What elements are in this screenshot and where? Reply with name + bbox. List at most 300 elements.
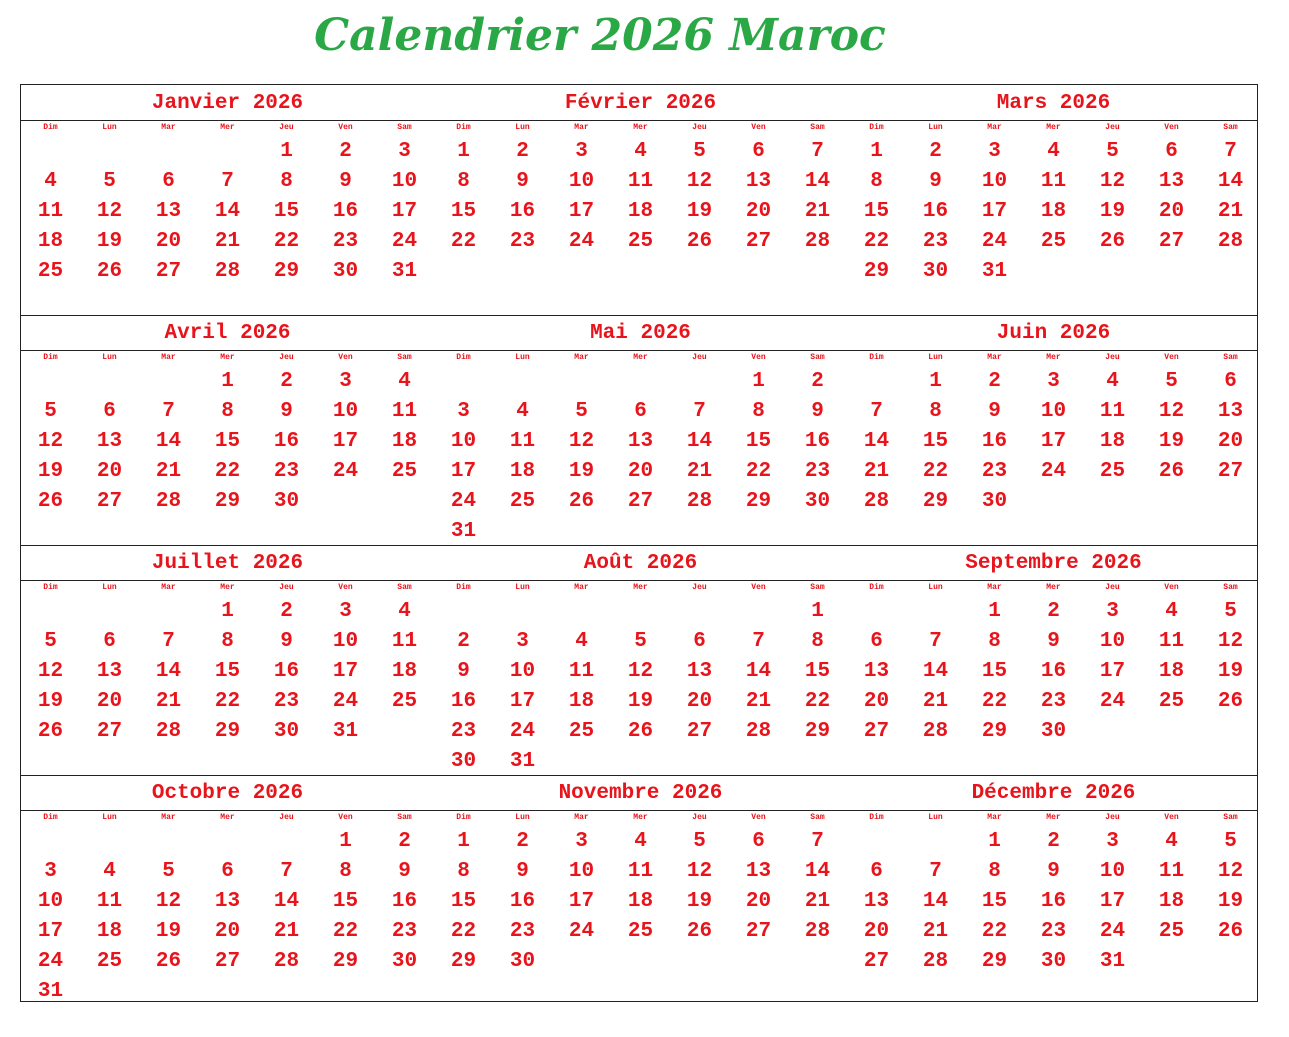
month-title: Septembre 2026 (965, 552, 1142, 575)
day-cell: 25 (1040, 230, 1067, 253)
day-cell: 5 (1224, 600, 1237, 623)
row-divider (21, 315, 1257, 316)
day-cell: 6 (752, 140, 765, 163)
day-cell: 30 (981, 490, 1008, 513)
day-cell: 3 (457, 400, 470, 423)
day-cell: 18 (1099, 430, 1126, 453)
day-cell: 22 (922, 460, 949, 483)
weekday-header (434, 122, 847, 134)
day-cell: 8 (752, 400, 765, 423)
day-cell: 15 (745, 430, 772, 453)
day-cell: 12 (627, 660, 654, 683)
day-cell: 28 (745, 720, 772, 743)
day-cell: 16 (273, 660, 300, 683)
weekday-label: Sam (1223, 583, 1238, 592)
day-cell: 5 (1165, 370, 1178, 393)
day-cell: 20 (214, 920, 241, 943)
day-cell: 13 (863, 660, 890, 683)
day-cell: 18 (96, 920, 123, 943)
weekday-label: Jeu (1105, 353, 1120, 362)
day-cell: 17 (981, 200, 1008, 223)
day-cell: 19 (37, 460, 64, 483)
day-cell: 8 (929, 400, 942, 423)
weekday-label: Jeu (279, 353, 294, 362)
day-cell: 30 (391, 950, 418, 973)
weekday-label: Mer (633, 813, 648, 822)
day-cell: 3 (398, 140, 411, 163)
day-cell: 7 (693, 400, 706, 423)
day-cell: 31 (37, 980, 64, 1003)
weekday-label: Mar (574, 123, 589, 132)
day-cell: 19 (1217, 660, 1244, 683)
day-cell: 16 (332, 200, 359, 223)
weekday-label: Mer (1046, 353, 1061, 362)
row-divider (21, 545, 1257, 546)
day-cell: 21 (155, 690, 182, 713)
month-title: Novembre 2026 (558, 782, 723, 805)
weekday-label: Sam (810, 813, 825, 822)
day-cell: 17 (450, 460, 477, 483)
day-cell: 21 (804, 200, 831, 223)
day-cell: 28 (155, 490, 182, 513)
day-cell: 21 (863, 460, 890, 483)
day-cell: 28 (214, 260, 241, 283)
weekday-label: Dim (456, 583, 471, 592)
day-cell: 13 (1158, 170, 1185, 193)
days-grid (847, 827, 1260, 1007)
day-cell: 20 (96, 460, 123, 483)
day-cell: 17 (37, 920, 64, 943)
day-cell: 1 (870, 140, 883, 163)
weekday-label: Dim (869, 123, 884, 132)
day-cell: 29 (804, 720, 831, 743)
weekday-label: Mer (220, 353, 235, 362)
day-cell: 27 (627, 490, 654, 513)
month-title: Août 2026 (583, 552, 698, 575)
day-cell: 16 (509, 200, 536, 223)
day-cell: 26 (1217, 690, 1244, 713)
day-cell: 9 (280, 630, 293, 653)
weekday-label: Mar (574, 353, 589, 362)
day-cell: 28 (273, 950, 300, 973)
day-cell: 19 (686, 200, 713, 223)
days-grid (21, 367, 434, 547)
weekday-label: Dim (43, 353, 58, 362)
day-cell: 5 (44, 630, 57, 653)
day-cell: 19 (1217, 890, 1244, 913)
weekday-label: Lun (515, 813, 530, 822)
day-cell: 8 (280, 170, 293, 193)
day-cell: 27 (1158, 230, 1185, 253)
weekday-label: Ven (338, 353, 353, 362)
day-cell: 15 (981, 660, 1008, 683)
row-divider (21, 775, 1257, 776)
weekday-header (21, 122, 434, 134)
weekday-label: Mar (574, 813, 589, 822)
day-cell: 20 (1158, 200, 1185, 223)
day-cell: 12 (96, 200, 123, 223)
day-cell: 27 (96, 720, 123, 743)
day-cell: 26 (627, 720, 654, 743)
day-cell: 9 (811, 400, 824, 423)
weekday-label: Dim (869, 583, 884, 592)
day-cell: 10 (1099, 860, 1126, 883)
day-cell: 14 (863, 430, 890, 453)
day-cell: 23 (332, 230, 359, 253)
day-cell: 9 (929, 170, 942, 193)
day-cell: 16 (1040, 660, 1067, 683)
day-cell: 2 (1047, 600, 1060, 623)
day-cell: 14 (922, 660, 949, 683)
day-cell: 29 (273, 260, 300, 283)
weekday-label: Mer (633, 353, 648, 362)
weekday-header (21, 812, 434, 824)
day-cell: 18 (1158, 890, 1185, 913)
day-cell: 20 (745, 890, 772, 913)
month-title: Avril 2026 (164, 322, 291, 345)
day-cell: 14 (155, 660, 182, 683)
weekday-label: Jeu (279, 813, 294, 822)
day-cell: 31 (509, 750, 536, 773)
day-cell: 4 (1047, 140, 1060, 163)
day-cell: 12 (1217, 860, 1244, 883)
day-cell: 3 (1106, 600, 1119, 623)
day-cell: 30 (509, 950, 536, 973)
day-cell: 22 (450, 920, 477, 943)
day-cell: 4 (44, 170, 57, 193)
day-cell: 21 (686, 460, 713, 483)
day-cell: 3 (339, 370, 352, 393)
day-cell: 11 (37, 200, 64, 223)
weekday-label: Ven (1164, 123, 1179, 132)
day-cell: 29 (863, 260, 890, 283)
day-cell: 9 (516, 170, 529, 193)
day-cell: 2 (280, 600, 293, 623)
day-cell: 1 (752, 370, 765, 393)
day-cell: 3 (988, 140, 1001, 163)
weekday-label: Ven (338, 583, 353, 592)
weekday-label: Mer (633, 583, 648, 592)
weekday-label: Lun (102, 353, 117, 362)
day-cell: 23 (804, 460, 831, 483)
day-cell: 31 (1099, 950, 1126, 973)
day-cell: 3 (339, 600, 352, 623)
day-cell: 7 (811, 830, 824, 853)
day-cell: 19 (627, 690, 654, 713)
day-cell: 8 (811, 630, 824, 653)
day-cell: 6 (693, 630, 706, 653)
day-cell: 23 (509, 230, 536, 253)
day-cell: 3 (1106, 830, 1119, 853)
weekday-label: Jeu (279, 123, 294, 132)
weekday-label: Mer (633, 123, 648, 132)
day-cell: 23 (273, 690, 300, 713)
day-cell: 26 (37, 720, 64, 743)
day-cell: 29 (450, 950, 477, 973)
day-cell: 28 (922, 720, 949, 743)
day-cell: 24 (332, 690, 359, 713)
weekday-label: Mar (987, 813, 1002, 822)
day-cell: 21 (155, 460, 182, 483)
day-cell: 4 (398, 600, 411, 623)
day-cell: 18 (627, 890, 654, 913)
day-cell: 23 (1040, 920, 1067, 943)
weekday-label: Sam (1223, 123, 1238, 132)
days-grid (847, 137, 1260, 317)
days-grid (434, 137, 847, 317)
day-cell: 17 (391, 200, 418, 223)
day-cell: 2 (516, 830, 529, 853)
day-cell: 10 (509, 660, 536, 683)
day-cell: 13 (745, 170, 772, 193)
weekday-label: Lun (102, 813, 117, 822)
day-cell: 11 (96, 890, 123, 913)
weekday-label: Sam (397, 813, 412, 822)
day-cell: 16 (450, 690, 477, 713)
day-cell: 7 (811, 140, 824, 163)
day-cell: 1 (339, 830, 352, 853)
day-cell: 25 (37, 260, 64, 283)
day-cell: 13 (686, 660, 713, 683)
day-cell: 15 (214, 660, 241, 683)
day-cell: 21 (745, 690, 772, 713)
weekday-label: Dim (869, 353, 884, 362)
day-cell: 17 (568, 200, 595, 223)
day-cell: 29 (981, 720, 1008, 743)
day-cell: 8 (221, 400, 234, 423)
day-cell: 28 (804, 230, 831, 253)
day-cell: 1 (457, 140, 470, 163)
day-cell: 9 (339, 170, 352, 193)
day-cell: 31 (332, 720, 359, 743)
day-cell: 28 (686, 490, 713, 513)
day-cell: 21 (214, 230, 241, 253)
day-cell: 13 (1217, 400, 1244, 423)
day-cell: 20 (96, 690, 123, 713)
day-cell: 13 (627, 430, 654, 453)
day-cell: 21 (273, 920, 300, 943)
day-cell: 25 (568, 720, 595, 743)
days-grid (847, 597, 1260, 777)
day-cell: 2 (398, 830, 411, 853)
day-cell: 23 (273, 460, 300, 483)
day-cell: 30 (332, 260, 359, 283)
weekday-label: Jeu (1105, 123, 1120, 132)
day-cell: 8 (457, 860, 470, 883)
day-cell: 19 (37, 690, 64, 713)
weekday-header (847, 122, 1260, 134)
day-cell: 22 (863, 230, 890, 253)
day-cell: 24 (1099, 920, 1126, 943)
day-cell: 8 (988, 860, 1001, 883)
day-cell: 26 (96, 260, 123, 283)
day-cell: 24 (37, 950, 64, 973)
day-cell: 5 (1106, 140, 1119, 163)
day-cell: 22 (804, 690, 831, 713)
day-cell: 7 (1224, 140, 1237, 163)
day-cell: 17 (332, 660, 359, 683)
day-cell: 23 (981, 460, 1008, 483)
day-cell: 31 (450, 520, 477, 543)
weekday-label: Mar (987, 123, 1002, 132)
day-cell: 5 (1224, 830, 1237, 853)
day-cell: 13 (155, 200, 182, 223)
day-cell: 14 (922, 890, 949, 913)
weekday-label: Mer (1046, 583, 1061, 592)
day-cell: 30 (1040, 720, 1067, 743)
page-title: Calendrier 2026 Maroc (314, 10, 886, 61)
day-cell: 23 (450, 720, 477, 743)
weekday-label: Sam (397, 583, 412, 592)
weekday-label: Dim (43, 583, 58, 592)
day-cell: 4 (1106, 370, 1119, 393)
day-cell: 1 (221, 600, 234, 623)
day-cell: 6 (1224, 370, 1237, 393)
day-cell: 16 (509, 890, 536, 913)
weekday-label: Mer (1046, 123, 1061, 132)
weekday-label: Ven (1164, 353, 1179, 362)
day-cell: 18 (1158, 660, 1185, 683)
day-cell: 16 (922, 200, 949, 223)
day-cell: 24 (568, 230, 595, 253)
day-cell: 27 (96, 490, 123, 513)
day-cell: 9 (280, 400, 293, 423)
day-cell: 3 (1047, 370, 1060, 393)
days-grid (21, 137, 434, 317)
day-cell: 18 (391, 660, 418, 683)
day-cell: 11 (627, 860, 654, 883)
weekday-label: Mer (220, 583, 235, 592)
day-cell: 27 (863, 950, 890, 973)
day-cell: 15 (922, 430, 949, 453)
day-cell: 19 (568, 460, 595, 483)
days-grid (21, 597, 434, 777)
day-cell: 24 (1099, 690, 1126, 713)
day-cell: 29 (332, 950, 359, 973)
day-cell: 26 (568, 490, 595, 513)
month-title: Juin 2026 (996, 322, 1111, 345)
day-cell: 7 (280, 860, 293, 883)
day-cell: 16 (1040, 890, 1067, 913)
day-cell: 22 (450, 230, 477, 253)
weekday-header (434, 352, 847, 364)
day-cell: 24 (568, 920, 595, 943)
weekday-header (21, 582, 434, 594)
weekday-header (847, 812, 1260, 824)
day-cell: 29 (745, 490, 772, 513)
day-cell: 1 (280, 140, 293, 163)
day-cell: 15 (863, 200, 890, 223)
day-cell: 15 (450, 200, 477, 223)
day-cell: 27 (1217, 460, 1244, 483)
day-cell: 27 (745, 230, 772, 253)
day-cell: 15 (450, 890, 477, 913)
month-title: Janvier 2026 (151, 92, 304, 115)
days-grid (847, 367, 1260, 547)
day-cell: 12 (568, 430, 595, 453)
day-cell: 1 (988, 830, 1001, 853)
day-cell: 27 (214, 950, 241, 973)
weekday-label: Sam (397, 123, 412, 132)
day-cell: 14 (745, 660, 772, 683)
day-cell: 2 (1047, 830, 1060, 853)
day-cell: 15 (981, 890, 1008, 913)
day-cell: 26 (37, 490, 64, 513)
day-cell: 23 (1040, 690, 1067, 713)
day-cell: 6 (870, 860, 883, 883)
weekday-label: Sam (1223, 353, 1238, 362)
day-cell: 27 (686, 720, 713, 743)
day-cell: 7 (221, 170, 234, 193)
day-cell: 13 (863, 890, 890, 913)
day-cell: 5 (44, 400, 57, 423)
day-cell: 21 (922, 690, 949, 713)
day-cell: 3 (575, 830, 588, 853)
weekday-label: Lun (928, 813, 943, 822)
day-cell: 29 (214, 490, 241, 513)
day-cell: 10 (568, 860, 595, 883)
day-cell: 25 (1158, 690, 1185, 713)
day-cell: 27 (863, 720, 890, 743)
day-cell: 23 (922, 230, 949, 253)
day-cell: 6 (634, 400, 647, 423)
day-cell: 25 (627, 920, 654, 943)
weekday-label: Mar (161, 813, 176, 822)
day-cell: 21 (1217, 200, 1244, 223)
day-cell: 22 (332, 920, 359, 943)
day-cell: 9 (1047, 630, 1060, 653)
day-cell: 18 (568, 690, 595, 713)
day-cell: 4 (634, 830, 647, 853)
day-cell: 22 (273, 230, 300, 253)
day-cell: 14 (214, 200, 241, 223)
day-cell: 4 (1165, 830, 1178, 853)
title-divider (21, 120, 1257, 121)
days-grid (21, 827, 434, 1007)
day-cell: 14 (686, 430, 713, 453)
days-grid (434, 597, 847, 777)
weekday-label: Mer (220, 813, 235, 822)
day-cell: 17 (1099, 890, 1126, 913)
day-cell: 25 (1099, 460, 1126, 483)
day-cell: 6 (103, 630, 116, 653)
weekday-label: Lun (102, 123, 117, 132)
weekday-label: Jeu (279, 583, 294, 592)
day-cell: 22 (981, 920, 1008, 943)
title-divider (21, 580, 1257, 581)
day-cell: 6 (870, 630, 883, 653)
day-cell: 24 (509, 720, 536, 743)
month-title: Février 2026 (564, 92, 717, 115)
day-cell: 25 (509, 490, 536, 513)
day-cell: 10 (1040, 400, 1067, 423)
day-cell: 8 (221, 630, 234, 653)
day-cell: 28 (1217, 230, 1244, 253)
day-cell: 30 (450, 750, 477, 773)
day-cell: 15 (804, 660, 831, 683)
day-cell: 8 (339, 860, 352, 883)
weekday-label: Lun (102, 583, 117, 592)
weekday-label: Dim (43, 123, 58, 132)
weekday-label: Mar (161, 583, 176, 592)
weekday-label: Sam (810, 353, 825, 362)
day-cell: 2 (457, 630, 470, 653)
day-cell: 26 (686, 230, 713, 253)
day-cell: 13 (96, 430, 123, 453)
day-cell: 2 (516, 140, 529, 163)
weekday-label: Dim (43, 813, 58, 822)
day-cell: 21 (922, 920, 949, 943)
